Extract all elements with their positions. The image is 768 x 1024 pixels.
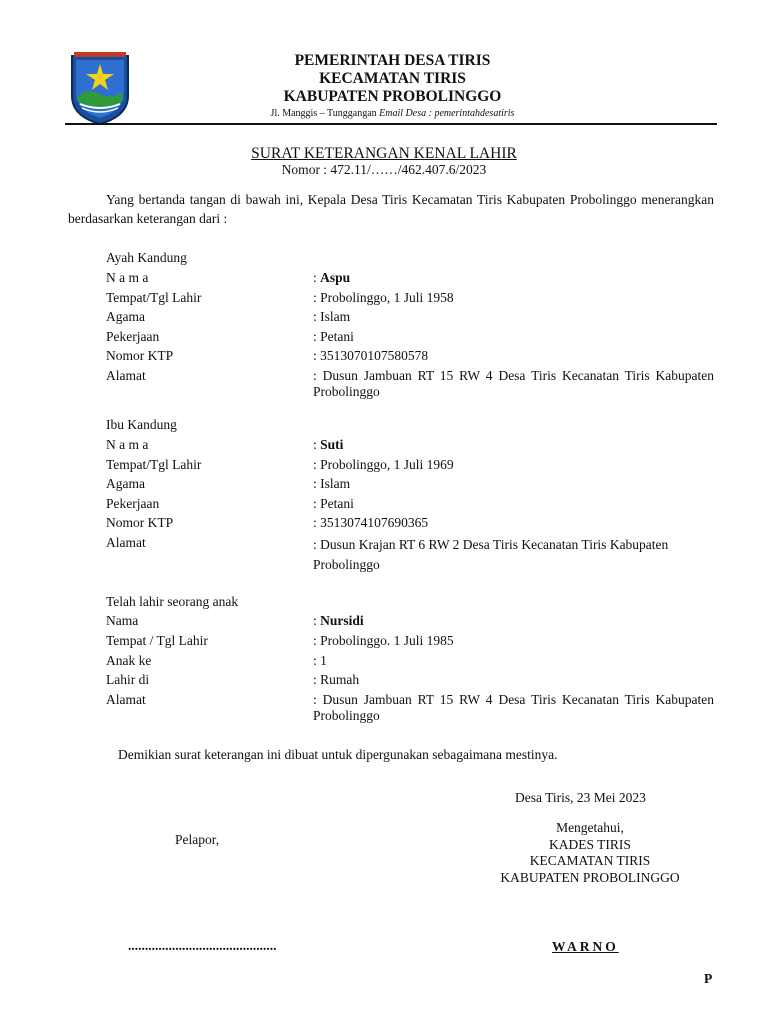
anak-label-lahir-di: Lahir di	[106, 672, 150, 687]
ibu-label-ttl: Tempat/Tgl Lahir	[106, 457, 202, 472]
anak-label-nama: Nama	[106, 613, 139, 628]
pelapor-label: Pelapor,	[175, 832, 220, 847]
signature-line-3: KECAMATAN TIRIS	[529, 853, 651, 868]
letterhead-divider	[65, 123, 717, 125]
email-text: Email Desa : pemerintahdesatiris	[379, 108, 515, 119]
ibu-agama-value: : Islam	[313, 476, 351, 491]
anak-nama-value: : Nursidi	[313, 613, 364, 628]
anak-lahir-di-value: : Rumah	[313, 672, 360, 687]
anak-label-alamat: Alamat	[106, 692, 146, 707]
anak-nama: Nursidi	[320, 613, 364, 628]
letterhead-line-1: PEMERINTAH DESA TIRIS	[294, 52, 491, 69]
anak-alamat-value: : Dusun Jambuan RT 15 RW 4 Desa Tiris Kecanatan Tiris Kabupaten Probolinggo	[313, 692, 714, 723]
letterhead-address	[140, 108, 645, 119]
ayah-pekerjaan-value: : Petani	[313, 329, 354, 344]
ibu-label-nama: N a m a	[106, 437, 149, 452]
ibu-ttl-value: : Probolinggo, 1 Juli 1969	[313, 457, 454, 472]
ibu-label-ktp: Nomor KTP	[106, 515, 174, 530]
signature-block	[480, 820, 700, 886]
anak-label-ttl: Tempat / Tgl Lahir	[106, 633, 208, 648]
closing-statement: Demikian surat keterangan ini dibuat untuk dipergunakan sebagaimana mestinya.	[118, 747, 558, 762]
ayah-ktp-value: : 3513070107580578	[313, 348, 429, 363]
intro-paragraph: Yang bertanda tangan di bawah ini, Kepala Desa Tiris Kecamatan Tiris Kabupaten Probolinggo menerangkan berdasarkan keterangan dari :	[68, 192, 714, 226]
ibu-nama-value: : Suti	[313, 437, 344, 452]
ayah-label-alamat: Alamat	[106, 368, 146, 383]
ayah-agama-value: : Islam	[313, 309, 351, 324]
letterhead-line-2: KECAMATAN TIRIS	[319, 70, 466, 87]
signature-line-2: KADES TIRIS	[549, 836, 631, 852]
anak-label-anak-ke: Anak ke	[106, 653, 152, 668]
ayah-label-pekerjaan: Pekerjaan	[106, 329, 160, 344]
ayah-nama-value: : Aspu	[313, 270, 351, 285]
ibu-ktp-value: : 3513074107690365	[313, 515, 429, 530]
ibu-alamat-value: : Dusun Krajan RT 6 RW 2 Desa Tiris Kecanatan Tiris Kabupaten Probolinggo	[313, 537, 669, 572]
ayah-ttl-value: : Probolinggo, 1 Juli 1958	[313, 290, 454, 305]
ibu-label-alamat: Alamat	[106, 535, 146, 550]
signature-line-1: Mengetahui,	[556, 820, 624, 835]
ayah-heading: Ayah Kandung	[106, 250, 187, 265]
document-title: SURAT KETERANGAN KENAL LAHIR	[251, 145, 517, 162]
anak-ke-value: : 1	[313, 653, 327, 668]
ibu-nama: Suti	[320, 437, 344, 452]
letterhead-line-3: KABUPATEN PROBOLINGGO	[283, 88, 502, 105]
ayah-nama: Aspu	[320, 270, 351, 285]
ibu-label-agama: Agama	[106, 476, 145, 491]
document-number: Nomor : 472.11/……/462.407.6/2023	[281, 162, 487, 177]
pelapor-signature-line: ............................................	[128, 938, 277, 953]
anak-ttl-value: : Probolinggo. 1 Juli 1985	[313, 633, 454, 648]
kades-name: WARNO	[552, 939, 619, 954]
signature-line-4: KABUPATEN PROBOLINGGO	[500, 869, 680, 885]
ibu-label-pekerjaan: Pekerjaan	[106, 496, 160, 511]
kabupaten-emblem-logo	[68, 50, 132, 126]
ibu-heading: Ibu Kandung	[106, 417, 177, 432]
place-date: Desa Tiris, 23 Mei 2023	[515, 790, 646, 805]
ibu-pekerjaan-value: : Petani	[313, 496, 354, 511]
ayah-alamat-value: : Dusun Jambuan RT 15 RW 4 Desa Tiris Kecanatan Tiris Kabupaten Probolinggo	[313, 368, 714, 399]
ayah-label-ktp: Nomor KTP	[106, 348, 174, 363]
address-text: Jl. Manggis – Tunggangan	[270, 108, 377, 119]
page-mark: P	[704, 971, 713, 986]
ayah-label-ttl: Tempat/Tgl Lahir	[106, 290, 202, 305]
anak-heading: Telah lahir seorang anak	[106, 594, 239, 609]
ayah-label-agama: Agama	[106, 309, 145, 324]
ayah-label-nama: N a m a	[106, 270, 149, 285]
